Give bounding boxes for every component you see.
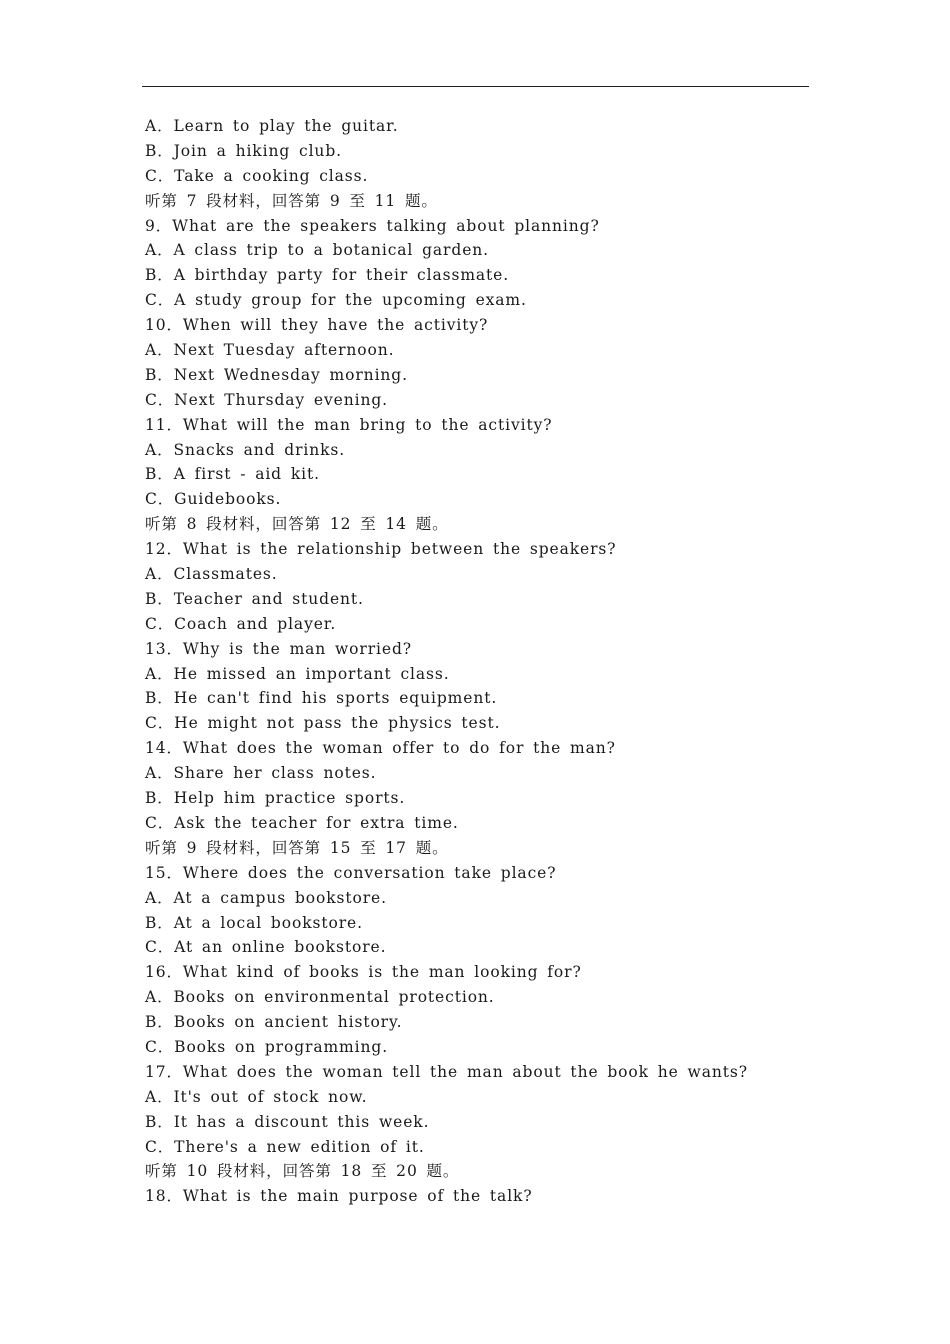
question-line: 11．What will the man bring to the activity? <box>145 415 553 434</box>
option-line: A．Next Tuesday afternoon. <box>145 341 395 360</box>
option-line: C．Books on programming. <box>145 1037 389 1056</box>
option-line: B．Join a hiking club. <box>145 141 342 160</box>
option-line: A．He missed an important class. <box>145 664 450 683</box>
option-line: B．Help him practice sports. <box>145 789 406 808</box>
question-line: 17．What does the woman tell the man about the book he wants? <box>145 1062 748 1081</box>
option-line: A．A class trip to a botanical garden. <box>145 241 489 260</box>
question-line: 13．Why is the man worried? <box>145 639 412 658</box>
option-line: C．At an online bookstore. <box>145 938 387 957</box>
header-rule <box>142 86 809 87</box>
option-line: C．Guidebooks. <box>145 490 282 509</box>
option-line: C．Ask the teacher for extra time. <box>145 813 459 832</box>
option-line: C．A study group for the upcoming exam. <box>145 291 527 310</box>
option-line: A．Books on environmental protection. <box>145 988 495 1007</box>
section-instruction: 听第 10 段材料，回答第 18 至 20 题。 <box>145 1162 460 1181</box>
question-line: 15．Where does the conversation take place? <box>145 863 557 882</box>
option-line: B．Next Wednesday morning. <box>145 365 408 384</box>
question-line: 16．What kind of books is the man looking for? <box>145 963 582 982</box>
section-instruction: 听第 7 段材料，回答第 9 至 11 题。 <box>145 191 438 210</box>
question-line: 12．What is the relationship between the speakers? <box>145 540 617 559</box>
question-line: 14．What does the woman offer to do for the man? <box>145 739 616 758</box>
option-line: A．Classmates. <box>145 565 278 584</box>
option-line: C．Coach and player. <box>145 614 337 633</box>
option-line: B．At a local bookstore. <box>145 913 363 932</box>
option-line: A．At a campus bookstore. <box>145 888 387 907</box>
option-line: B．He can't find his sports equipment. <box>145 689 498 708</box>
option-line: B．It has a discount this week. <box>145 1112 430 1131</box>
option-line: C．Next Thursday evening. <box>145 390 388 409</box>
question-line: 10．When will they have the activity? <box>145 316 489 335</box>
option-line: B．Books on ancient history. <box>145 1013 403 1032</box>
document-body <box>145 114 805 1209</box>
option-line: A．It's out of stock now. <box>145 1087 368 1106</box>
option-line: C．Take a cooking class. <box>145 166 369 185</box>
question-line: 18．What is the main purpose of the talk? <box>145 1187 533 1206</box>
option-line: A．Learn to play the guitar. <box>145 117 399 135</box>
option-line: C．He might not pass the physics test. <box>145 714 501 733</box>
option-line: B．A first - aid kit. <box>145 465 320 484</box>
option-line: B．A birthday party for their classmate. <box>145 266 510 285</box>
section-instruction: 听第 9 段材料，回答第 15 至 17 题。 <box>145 838 449 857</box>
option-line: A．Snacks and drinks. <box>145 440 346 459</box>
option-line: A．Share her class notes. <box>145 764 377 783</box>
section-instruction: 听第 8 段材料，回答第 12 至 14 题。 <box>145 515 449 534</box>
question-line: 9．What are the speakers talking about planning? <box>145 216 600 235</box>
option-line: B．Teacher and student. <box>145 589 364 608</box>
option-line: C．There's a new edition of it. <box>145 1137 425 1156</box>
